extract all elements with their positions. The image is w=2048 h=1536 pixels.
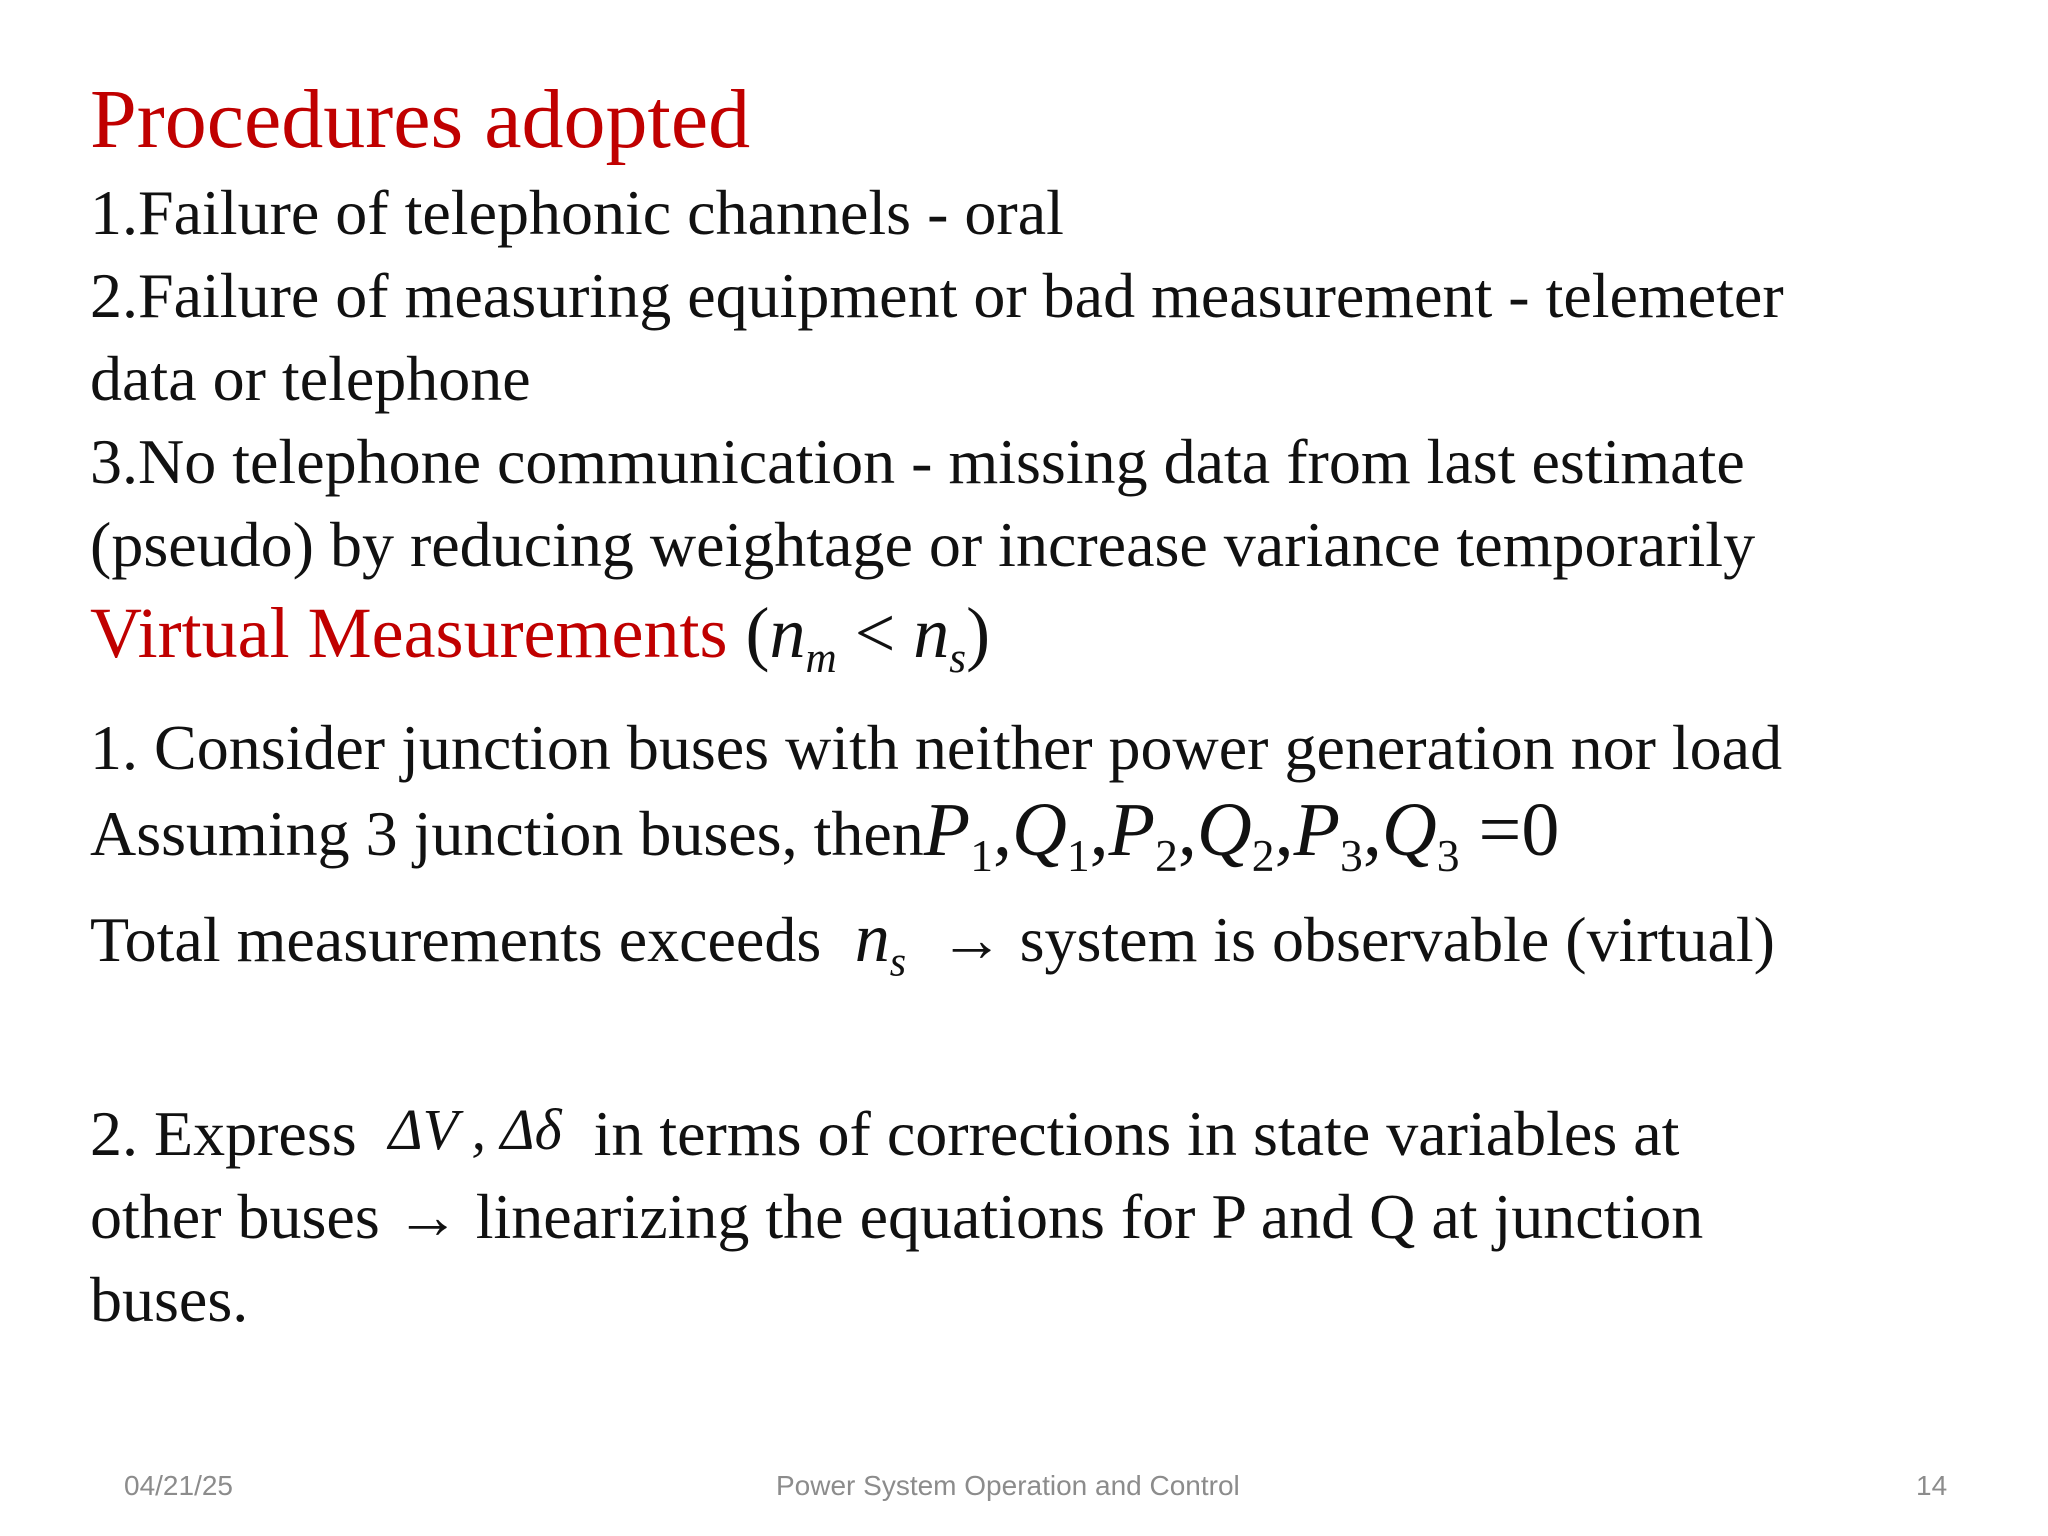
item-1: 1. Consider junction buses with neither power generation nor load <box>90 711 1783 783</box>
total-measurements-line <box>90 897 1990 1005</box>
item-2-suffix: in terms of corrections in state variables at <box>593 1097 1680 1169</box>
total-text: Total measurements exceeds <box>90 903 822 975</box>
slide-content <box>90 70 1990 1341</box>
footer-page-number: 14 <box>1916 1470 1948 1501</box>
footer-title: Power System Operation and Control <box>776 1470 1240 1501</box>
procedure-2: 2.Failure of measuring equipment or bad measurement - telemeter <box>90 259 1784 331</box>
item-2 <box>90 1088 1990 1175</box>
assumption-text: Assuming 3 junction buses, then <box>90 797 924 869</box>
ns-symbol: $n_s$ <box>854 899 907 986</box>
item-2-prefix: 2. Express <box>90 1097 357 1169</box>
slide-title: Procedures adopted <box>90 73 751 166</box>
virtual-measurements-heading <box>90 586 1990 706</box>
procedure-3-cont: (pseudo) by reducing weightage or increase variance temporarily <box>90 508 1756 580</box>
item-2-line-2: other buses → linearizing the equations for P and Q at junction <box>90 1180 1704 1252</box>
virtual-heading-text: Virtual Measurements <box>90 592 728 673</box>
item-2-line-3: buses. <box>90 1263 249 1335</box>
observable-text: → system is observable (virtual) <box>939 903 1775 975</box>
observability-condition: $(n_m < n_s)$ <box>745 592 991 682</box>
procedure-3: 3.No telephone communication - missing data from last estimate <box>90 425 1745 497</box>
junction-equation: $P_1,Q_1,P_2,Q_2,P_3,Q_3 =0$ <box>923 787 1560 881</box>
footer-date: 04/21/25 <box>124 1470 233 1501</box>
delta-v-delta-delta: ΔV , Δδ <box>388 1096 562 1162</box>
procedure-1: 1.Failure of telephonic channels - oral <box>90 176 1064 248</box>
spacer <box>90 1005 1990 1088</box>
procedure-2-cont: data or telephone <box>90 342 531 414</box>
assumption-line <box>90 789 1990 897</box>
